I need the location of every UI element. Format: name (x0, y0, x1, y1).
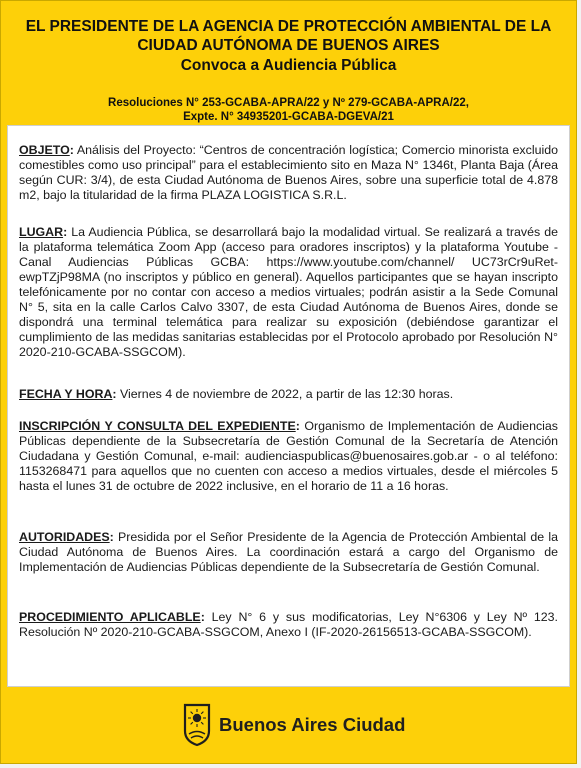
section-inscripcion: INSCRIPCIÓN Y CONSULTA DEL EXPEDIENTE: Organismo de Implementación de Audiencias Públicas dependiente de la Subsecretaría de Gestión Comunal de la Secretaría de Atención Ciudadana y Gestión Comunal, e-mail: audienciaspublicas@buenosaires.gob.ar - o al teléfono: 1153268471 para aquellos que no cuenten con acceso a medios virtuales, desde el miércoles 5 hasta el lunes 31 de octubre de 2022 inclusive, en el horario de 11 a 16 horas. (19, 419, 558, 493)
section-label: LUGAR (19, 225, 64, 239)
header-title-line-1: EL PRESIDENTE DE LA AGENCIA DE PROTECCIÓN AMBIENTAL DE LA (25, 18, 552, 35)
resoluciones-line-1: Resoluciones N° 253-GCABA-APRA/22 y Nº 279-GCABA-APRA/22, (108, 97, 469, 109)
section-text: La Audiencia Pública, se desarrollará bajo la modalidad virtual. Se realizará a través de la plataforma telemática Zoom App (acceso para oradores inscriptos) y la plataforma Youtube - Canal Audiencias Públicas GCBA: https://www.youtube.com/channel/ UC73rCr9uRet-ewpTZjP98MA (no inscriptos y público en general). Aquellos participantes que se hayan inscripto telefónicamente por no contar con acceso a medios virtuales; podrán asistir a la Sede Comunal N° 5, sita en la calle Carlos Calvo 3307, de esta Ciudad Autónoma de Buenos Aires, donde se dispondrá una terminal telemática para realizar su exposición (debiéndose garantizar el cumplimiento de las medidas sanitarias establecidas por el Protocolo aprobado por Resolución N° 2020-210-GCABA-SSGCOM). (19, 225, 558, 359)
buenos-aires-ciudad-logo (182, 703, 412, 747)
section-procedimiento: PROCEDIMIENTO APLICABLE: Ley N° 6 y sus modificatorias, Ley N°6306 y Ley Nº 123. Resolución Nº 2020-210-GCABA-SSGCOM, Anexo I (IF-2020-26156513-GCABA-SSGCOM). (19, 610, 559, 639)
section-label: AUTORIDADES (19, 530, 110, 544)
section-fecha-y-hora: FECHA Y HORA: Viernes 4 de noviembre de 2022, a partir de las 12:30 horas. (19, 387, 454, 401)
section-text: Análisis del Proyecto: “Centros de concentración logística; Comercio minorista excluido comestibles como uso principal” para el establecimiento sito en Maza N° 1346t, Planta Baja (Área según CUR: 3/4), de esta Ciudad Autónoma de Buenos Aires, sobre una superficie total de 4.878 m2, bajo la titularidad de la firma PLAZA LOGISTICA S.R.L. (19, 143, 558, 202)
section-text: Presidida por el Señor Presidente de la Agencia de Protección Ambiental de la Ciudad Autónoma de Buenos Aires. La coordinación estará a cargo del Organismo de Implementación de Audiencias Públicas dependiente de la Subsecretaría de Gestión Comunal. (19, 530, 558, 574)
notice-footer (1, 689, 576, 763)
section-text: Organismo de Implementación de Audiencias Públicas dependiente de la Subsecretaría de Gestión Comunal de la Secretaría de Atención Ciudadana y Gestión Comunal, e-mail: audienciaspublicas@buenosaires.gob.ar - o al teléfono: 1153268471 para aquellos que no cuenten con acceso a medios virtuales, desde el miércoles 5 hasta el lunes 31 de octubre de 2022 inclusive, en el horario de 11 a 16 horas. (19, 419, 558, 493)
section-label: INSCRIPCIÓN Y CONSULTA DEL EXPEDIENTE (19, 419, 296, 433)
section-text: Ley N° 6 y sus modificatorias, Ley N°6306 y Ley Nº 123. Resolución Nº 2020-210-GCABA-SSGCOM, Anexo I (IF-2020-26156513-GCABA-SSGCOM). (19, 610, 559, 639)
notice-body (7, 125, 570, 687)
section-objeto: OBJETO: Análisis del Proyecto: “Centros de concentración logística; Comercio minorista excluido comestibles como uso principal” para el establecimiento sito en Maza N° 1346t, Planta Baja (Área según CUR: 3/4), de esta Ciudad Autónoma de Buenos Aires, sobre una superficie total de 4.878 m2, bajo la titularidad de la firma PLAZA LOGISTICA S.R.L. (19, 143, 558, 202)
section-text: Viernes 4 de noviembre de 2022, a partir de las 12:30 horas. (116, 387, 454, 401)
header-subtitle: Convoca a Audiencia Pública (180, 57, 397, 74)
section-autoridades: AUTORIDADES: Presidida por el Señor Presidente de la Agencia de Protección Ambiental de la Ciudad Autónoma de Buenos Aires. La coordinación estará a cargo del Organismo de Implementación de Audiencias Públicas dependiente de la Subsecretaría de Gestión Comunal. (19, 530, 558, 574)
section-label: PROCEDIMIENTO APLICABLE (19, 610, 201, 624)
notice-header (1, 1, 576, 123)
section-label: OBJETO (19, 143, 70, 157)
logo-text: Buenos Aires Ciudad (219, 714, 406, 735)
header-title-line-2: CIUDAD AUTÓNOMA DE BUENOS AIRES (137, 37, 440, 54)
resoluciones-line-2: Expte. N° 34935201-GCABA-DGEVA/21 (183, 111, 394, 123)
buenos-aires-shield-icon (182, 703, 212, 747)
section-lugar: LUGAR: La Audiencia Pública, se desarrollará bajo la modalidad virtual. Se realizará a través de la plataforma telemática Zoom App (acceso para oradores inscriptos) y la plataforma Youtube - Canal Audiencias Públicas GCBA: https://www.youtube.com/channel/ UC73rCr9uRet-ewpTZjP98MA (no inscriptos y público en general). Aquellos participantes que se hayan inscripto telefónicamente por no contar con acceso a medios virtuales; podrán asistir a la Sede Comunal N° 5, sita en la calle Carlos Calvo 3307, de esta Ciudad Autónoma de Buenos Aires, donde se dispondrá una terminal telemática para realizar su exposición (debiéndose garantizar el cumplimiento de las medidas sanitarias establecidas por el Protocolo aprobado por Resolución N° 2020-210-GCABA-SSGCOM). (19, 225, 558, 359)
section-label: FECHA Y HORA (19, 387, 113, 401)
